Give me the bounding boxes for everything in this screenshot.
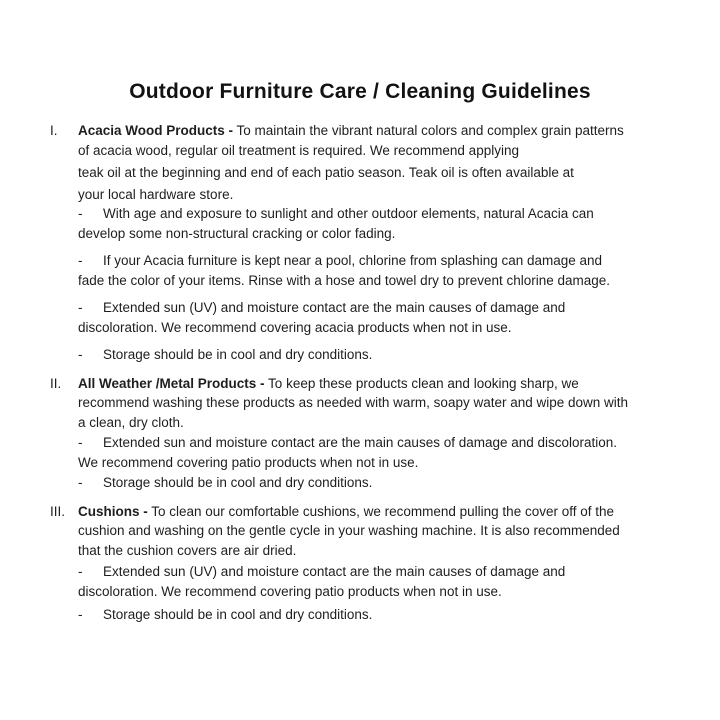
section-heading: All Weather /Metal Products - <box>78 375 265 391</box>
section-cushions <box>50 502 690 625</box>
bullet-dash: - <box>78 564 83 579</box>
intro-line: your local hardware store. <box>78 186 234 202</box>
bullet-item <box>78 562 690 601</box>
section-content <box>78 502 690 625</box>
intro-line: cushion and washing on the gentle cycle in your washing machine. It is also recommended <box>78 523 620 538</box>
section-acacia-wood-products <box>50 121 690 365</box>
bullet-item <box>78 605 690 625</box>
section-intro <box>78 121 690 204</box>
bullet-item <box>78 298 690 337</box>
bullet-line: develop some non-structural cracking or color fading. <box>78 225 396 241</box>
section-numeral: I. <box>50 123 58 138</box>
section-numeral: III. <box>50 503 66 519</box>
bullet-dash: - <box>78 253 83 268</box>
section-content <box>78 121 690 365</box>
bullet-line: We recommend covering patio products when not in use. <box>78 454 419 470</box>
intro-line: a clean, dry cloth. <box>78 414 184 430</box>
bullet-line: fade the color of your items. Rinse with a hose and towel dry to prevent chlorine damage. <box>78 272 611 288</box>
bullet-dash: - <box>78 206 83 221</box>
bullet-item <box>78 204 690 243</box>
bullet-line: - Storage should be in cool and dry conditions. <box>78 345 690 365</box>
bullet-line: discoloration. We recommend covering acacia products when not in use. <box>78 319 512 335</box>
intro-line: Acacia Wood Products - To maintain the vibrant natural colors and complex grain patterns <box>78 123 624 138</box>
bullet-item <box>78 251 690 290</box>
section-heading: Cushions - <box>78 503 148 519</box>
intro-line: Cushions - To clean our comfortable cushions, we recommend pulling the cover off of the <box>78 503 615 519</box>
section-intro <box>78 374 690 433</box>
section-intro <box>78 502 690 561</box>
section-all-weather-metal-products <box>50 374 690 493</box>
bullet-line: discoloration. We recommend covering patio products when not in use. <box>78 583 502 599</box>
bullet-line: - With age and exposure to sunlight and other outdoor elements, natural Acacia can <box>78 204 690 224</box>
intro-line: recommend washing these products as needed with warm, soapy water and wipe down with <box>78 395 629 410</box>
intro-line: that the cushion covers are air dried. <box>78 542 297 558</box>
bullet-line: - If your Acacia furniture is kept near a pool, chlorine from splashing can damage and <box>78 251 690 271</box>
intro-line: All Weather /Metal Products - To keep these products clean and looking sharp, we <box>78 375 579 391</box>
bullet-line: - Extended sun and moisture contact are the main causes of damage and discoloration. <box>78 433 690 453</box>
intro-line: teak oil at the beginning and end of each patio season. Teak oil is often available at <box>78 164 574 180</box>
bullet-dash: - <box>78 347 83 362</box>
bullet-dash: - <box>78 475 83 490</box>
section-content <box>78 374 690 493</box>
bullet-dash: - <box>78 435 83 450</box>
intro-line: of acacia wood, regular oil treatment is required. We recommend applying <box>78 142 519 158</box>
bullet-item <box>78 345 690 365</box>
bullet-line: - Extended sun (UV) and moisture contact are the main causes of damage and <box>78 298 690 318</box>
bullet-item <box>78 473 690 493</box>
bullet-line: - Storage should be in cool and dry conditions. <box>78 473 690 493</box>
section-heading: Acacia Wood Products - <box>78 123 234 138</box>
bullet-dash: - <box>78 300 83 315</box>
guidelines-outline <box>0 121 720 625</box>
document-title: Outdoor Furniture Care / Cleaning Guidelines <box>129 80 591 103</box>
bullet-line: - Storage should be in cool and dry conditions. <box>78 605 690 625</box>
bullet-line: - Extended sun (UV) and moisture contact are the main causes of damage and <box>78 562 690 582</box>
section-numeral: II. <box>50 375 62 391</box>
bullet-dash: - <box>78 607 83 622</box>
bullet-item <box>78 433 690 472</box>
